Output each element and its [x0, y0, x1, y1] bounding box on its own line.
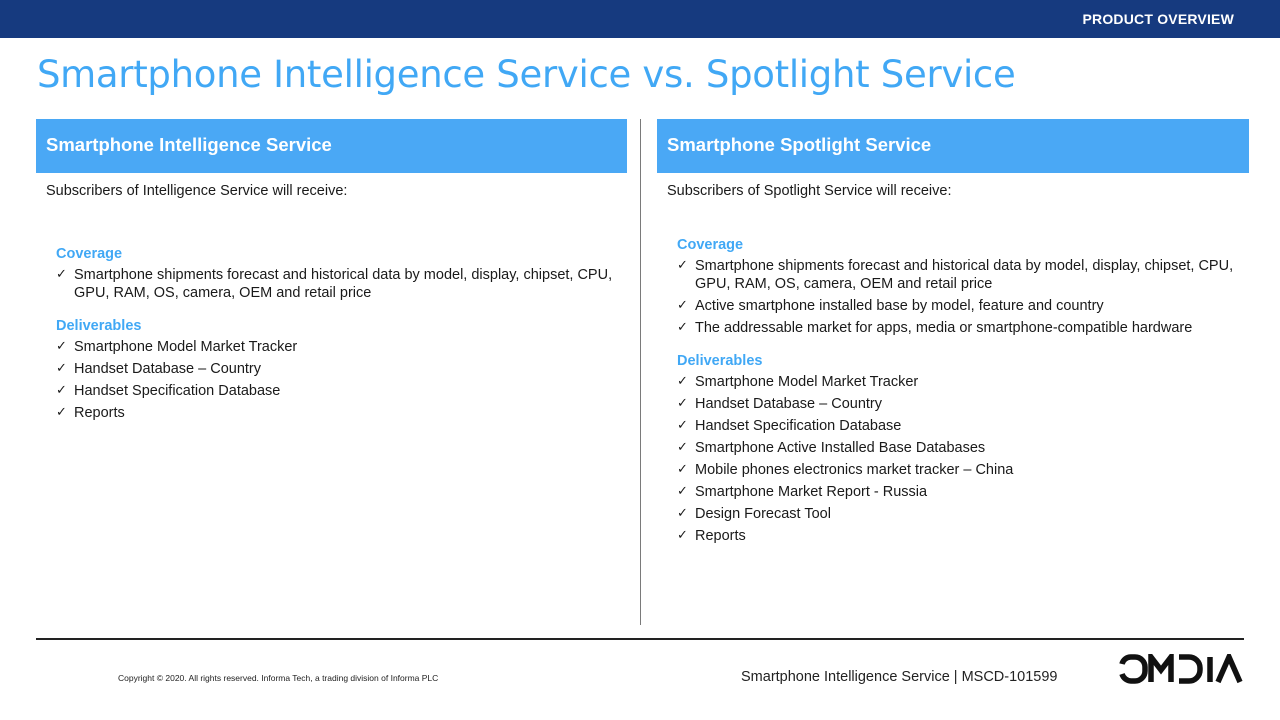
top-banner [0, 0, 1280, 38]
check-icon: ✓ [677, 440, 688, 455]
list-item [56, 360, 627, 378]
check-icon: ✓ [56, 405, 67, 420]
list-item-text: The addressable market for apps, media or smartphone-compatible hardware [695, 320, 1193, 336]
list-item [677, 417, 1249, 435]
list-item-text: Smartphone Model Market Tracker [695, 374, 919, 390]
check-icon: ✓ [677, 298, 688, 313]
list-item [56, 266, 627, 302]
footer-divider [36, 638, 1244, 640]
intelligence-deliverables-title: Deliverables [56, 318, 142, 334]
intelligence-service-column [36, 119, 627, 422]
list-item [677, 483, 1249, 501]
list-item-text: Design Forecast Tool [695, 506, 831, 522]
check-icon: ✓ [56, 383, 67, 398]
intelligence-service-heading: Smartphone Intelligence Service [36, 119, 627, 173]
check-icon: ✓ [56, 361, 67, 376]
list-item-text: Handset Database – Country [74, 361, 261, 377]
check-icon: ✓ [677, 462, 688, 477]
check-icon: ✓ [677, 320, 688, 335]
section-label: PRODUCT OVERVIEW [1082, 11, 1234, 27]
spotlight-intro: Subscribers of Spotlight Service will receive: [667, 183, 952, 199]
spotlight-service-column [657, 119, 1249, 545]
check-icon: ✓ [677, 374, 688, 389]
check-icon: ✓ [677, 506, 688, 521]
list-item-text: Smartphone shipments forecast and historical data by model, display, chipset, CPU, GPU, RAM, OS, camera, OEM and retail price [695, 258, 1234, 292]
check-icon: ✓ [677, 418, 688, 433]
list-item-text: Reports [74, 405, 125, 421]
list-item [677, 395, 1249, 413]
check-icon: ✓ [56, 267, 67, 282]
list-item [677, 373, 1249, 391]
check-icon: ✓ [677, 396, 688, 411]
omdia-logo [1119, 654, 1243, 684]
intelligence-intro: Subscribers of Intelligence Service will receive: [46, 183, 348, 199]
list-item-text: Active smartphone installed base by model, feature and country [695, 298, 1104, 314]
list-item [677, 297, 1249, 315]
page-title: Smartphone Intelligence Service vs. Spotlight Service [37, 53, 1016, 96]
list-item [677, 439, 1249, 457]
list-item [56, 404, 627, 422]
list-item-text: Smartphone shipments forecast and historical data by model, display, chipset, CPU, GPU, RAM, OS, camera, OEM and retail price [74, 267, 613, 301]
list-item [677, 319, 1249, 337]
list-item [677, 257, 1249, 293]
column-divider [640, 119, 641, 625]
spotlight-deliverables-title: Deliverables [677, 353, 763, 369]
list-item [56, 338, 627, 356]
spotlight-deliverables-list [677, 373, 1249, 545]
copyright-text: Copyright © 2020. All rights reserved. Informa Tech, a trading division of Informa PLC [118, 673, 439, 683]
list-item-text: Smartphone Active Installed Base Databases [695, 440, 986, 456]
spotlight-coverage-list [677, 257, 1249, 337]
list-item-text: Handset Specification Database [695, 418, 902, 434]
list-item-text: Handset Specification Database [74, 383, 281, 399]
spotlight-service-heading: Smartphone Spotlight Service [657, 119, 1249, 173]
check-icon: ✓ [677, 258, 688, 273]
list-item [677, 505, 1249, 523]
list-item [677, 461, 1249, 479]
check-icon: ✓ [56, 339, 67, 354]
spotlight-coverage-title: Coverage [677, 237, 744, 253]
list-item-text: Smartphone Model Market Tracker [74, 339, 298, 355]
list-item [677, 527, 1249, 545]
check-icon: ✓ [677, 484, 688, 499]
intelligence-deliverables-list [56, 338, 627, 422]
check-icon: ✓ [677, 528, 688, 543]
intelligence-coverage-list [56, 266, 627, 302]
footer-reference: Smartphone Intelligence Service | MSCD-101599 [741, 669, 1058, 685]
list-item [56, 382, 627, 400]
list-item-text: Reports [695, 528, 746, 544]
list-item-text: Mobile phones electronics market tracker – China [695, 462, 1014, 478]
list-item-text: Handset Database – Country [695, 396, 882, 412]
intelligence-coverage-title: Coverage [56, 246, 123, 262]
list-item-text: Smartphone Market Report - Russia [695, 484, 928, 500]
